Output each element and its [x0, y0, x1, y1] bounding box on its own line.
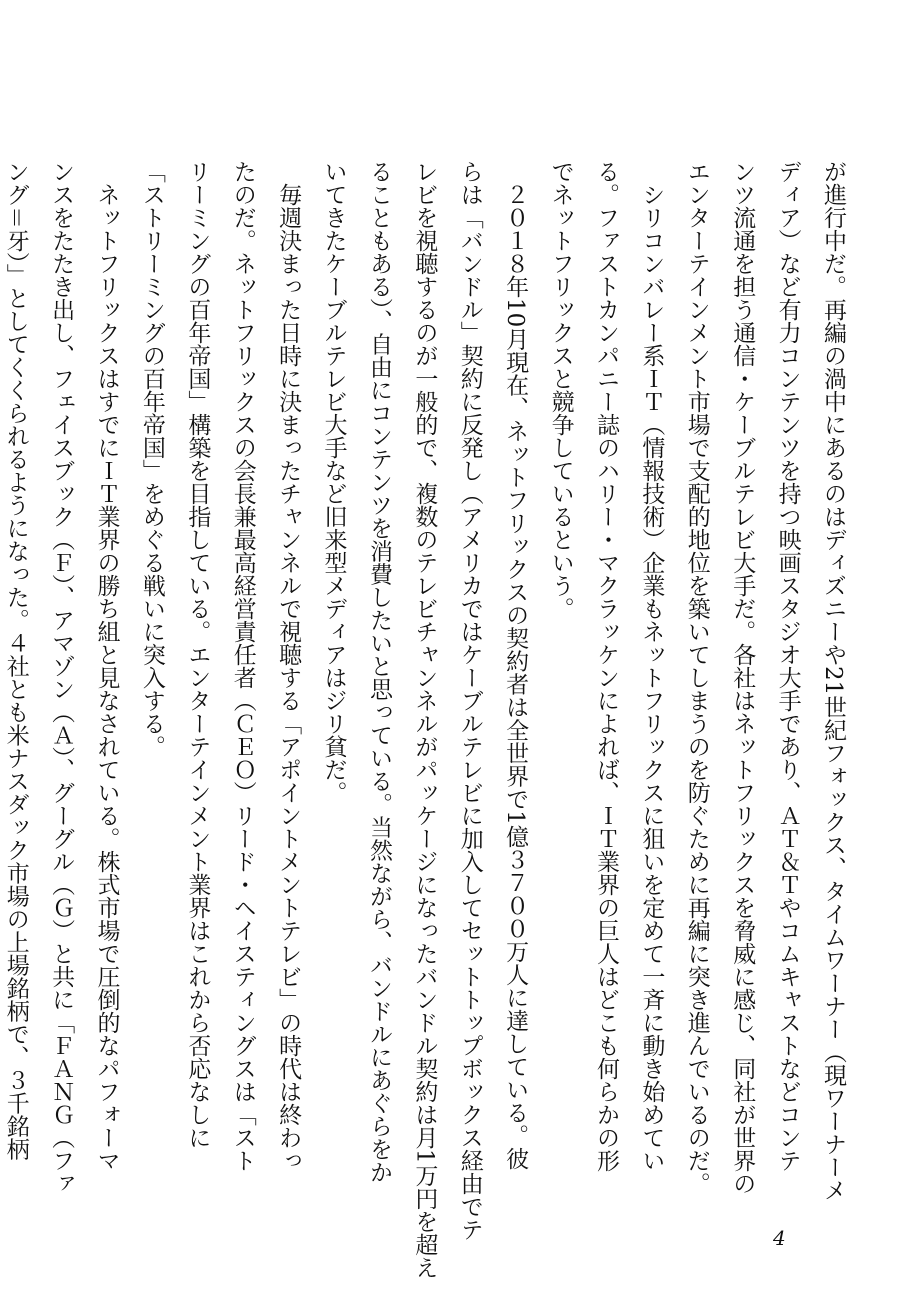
page-number: 4: [773, 1226, 786, 1250]
text-line: が進行中だ。再編の渦中にあるのはディズニーや21世紀フォックス、タイムワーナー（現ワーナーメ: [820, 160, 846, 1202]
text-line: ることもある）、自由にコンテンツを消費したいと思っている。当然ながら、バンドルにあぐらをか: [365, 160, 392, 1184]
text-line: ング＝牙）」としてくくられるようになった。４社とも米ナスダック市場の上場銘柄で、３千銘柄: [2, 160, 29, 1161]
vertical-body-text: [2, 160, 855, 1279]
text-line: エンターテインメント市場で支配的地位を築いてしまうのを防ぐために再編に突き進んでいるのだ。: [683, 160, 710, 1195]
text-line: 「ストリーミングの百年帝国」をめぐる戦いに突入する。: [138, 160, 165, 758]
text-line: たのだ。ネットフリックスの会長兼最高経営責任者（ＣＥＯ）リード・ヘイスティングスは「スト: [229, 160, 256, 1172]
text-line: ２０１８年10月現在、ネットフリックスの契約者は全世界で1億３７００万人に達している。彼: [502, 160, 529, 1170]
text-line: でネットフリックスと競争しているという。: [547, 160, 574, 620]
text-line: ディア）など有力コンテンツを持つ映画スタジオ大手であり、ＡＴ＆Ｔやコムキャストなどコンテ: [774, 160, 801, 1172]
text-line: レビを視聴するのが一般的で、複数のテレビチャンネルがパッケージになったバンドル契約は月1万円を超え: [411, 160, 438, 1279]
text-line: ンツ流通を担う通信・ケーブルテレビ大手だ。各社はネットフリックスを脅威に感じ、同社が世界の: [729, 160, 756, 1195]
text-line: リーミングの百年帝国」構築を目指している。エンターテインメント業界はこれから否応なしに: [184, 160, 211, 1149]
text-line: いてきたケーブルテレビ大手など旧来型メディアはジリ貧だ。: [320, 160, 347, 804]
text-line: ネットフリックスはすでにＩＴ業界の勝ち組と見なされている。株式市場で圧倒的なパフォーマ: [93, 160, 120, 1172]
text-line: ンスをたたき出し、フェイスブック（Ｆ）、アマゾン（Ａ）、グーグル（Ｇ）と共に「ＦＡＮＧ（ファ: [48, 160, 75, 1195]
text-line: る。ファストカンパニー誌のハリー・マクラッケンによれば、ＩＴ業界の巨人はどこも何らかの形: [592, 160, 619, 1172]
text-line: 毎週決まった日時に決まったチャンネルで視聴する「アポイントメントテレビ」の時代は終わっ: [275, 160, 302, 1172]
text-line: シリコンバレー系ＩＴ（情報技術）企業もネットフリックスに狙いを定めて一斉に動き始めてい: [638, 160, 665, 1172]
text-line: らは「バンドル」契約に反発し（アメリカではケーブルテレビに加入してセットトップボックス経由でテ: [456, 160, 483, 1241]
